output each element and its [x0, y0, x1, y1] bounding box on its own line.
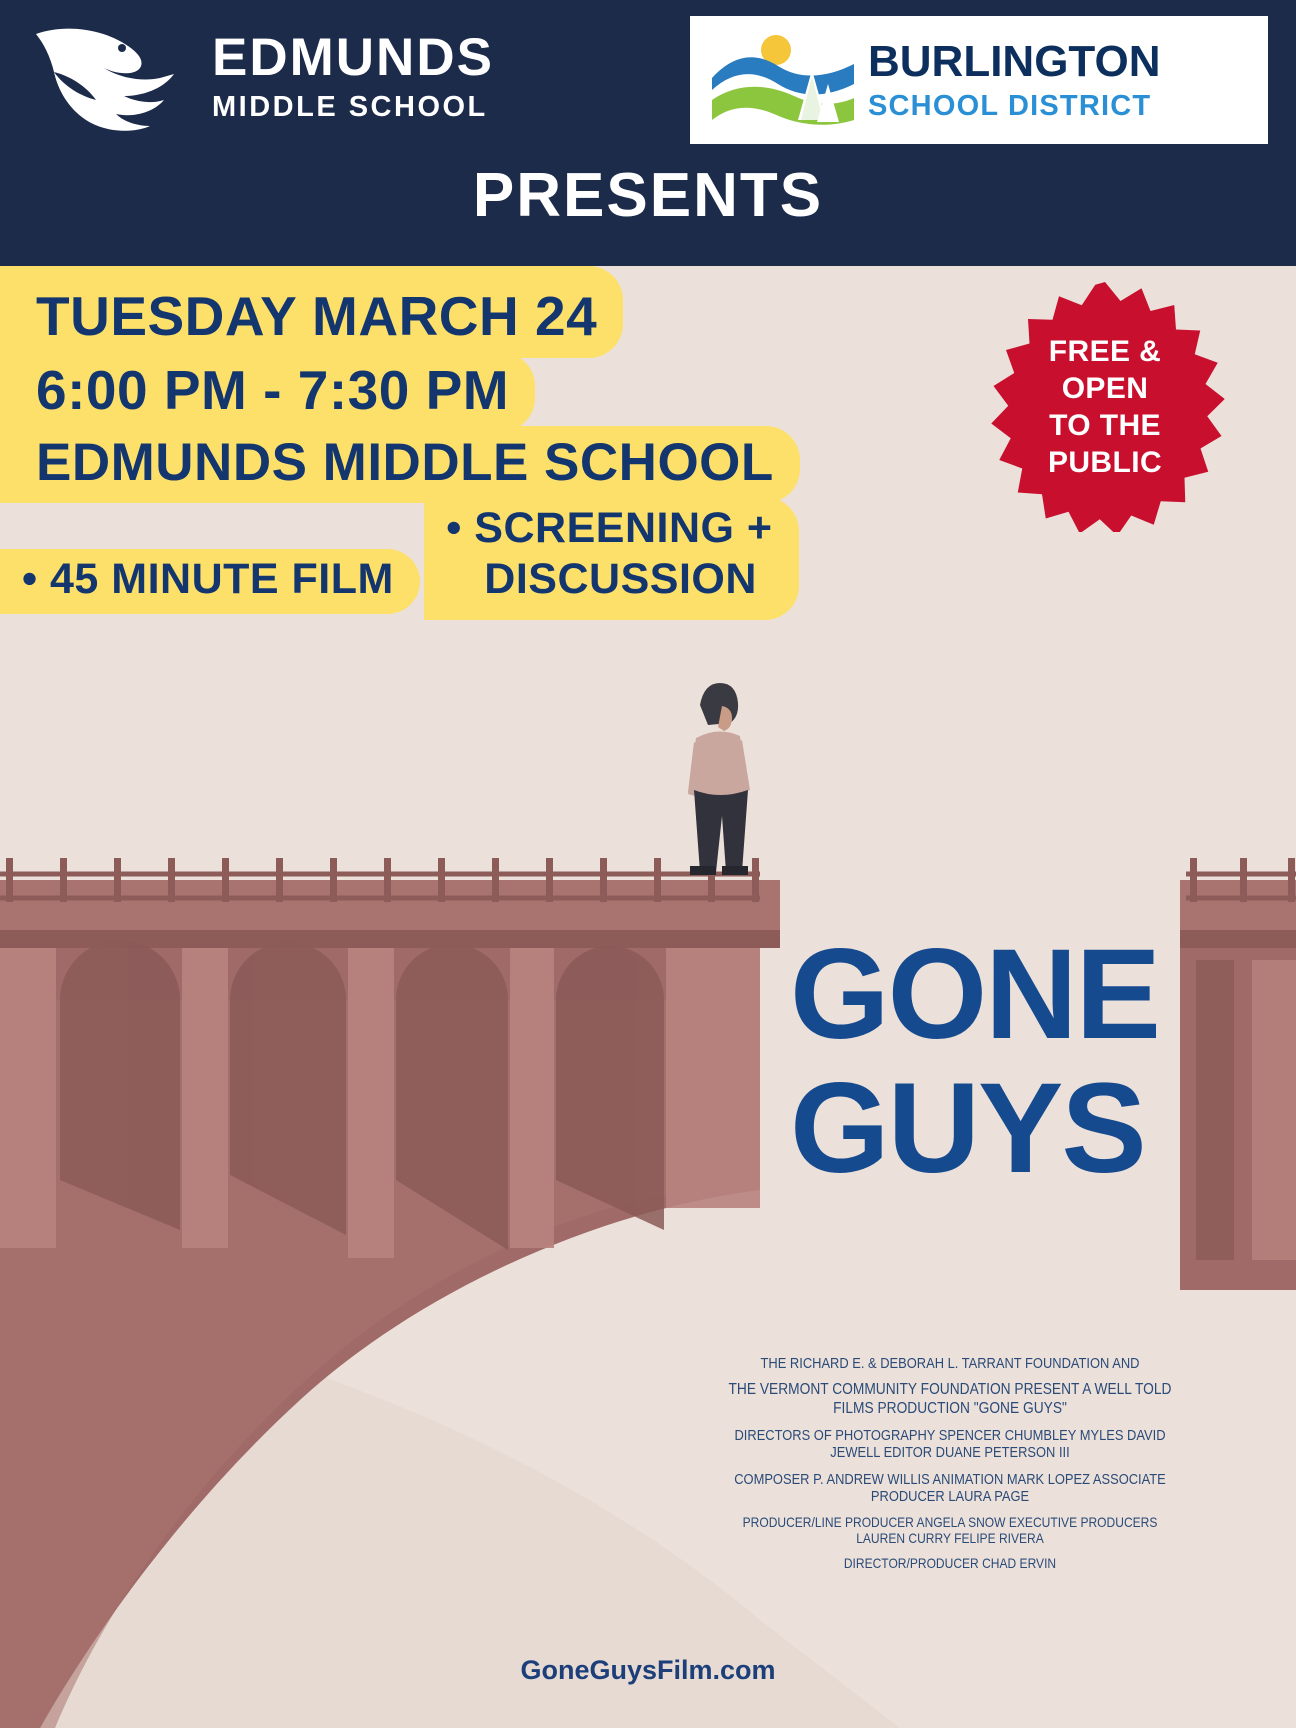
event-bullet-screening-line2: DISCUSSION: [484, 554, 757, 603]
event-bullet-screening-line1: • SCREENING +: [446, 504, 773, 552]
poster-header: [0, 0, 1296, 266]
credits-line-1: THE RICHARD E. & DEBORAH L. TARRANT FOUNDATION AND: [760, 1355, 1140, 1372]
film-title: [790, 923, 1159, 1201]
eagle-icon: [24, 16, 194, 136]
badge-line-1: FREE &: [1048, 334, 1162, 368]
edmunds-logo: [24, 16, 494, 136]
film-title-line1: GONE: [790, 923, 1159, 1066]
district-name: BURLINGTON: [868, 36, 1161, 86]
badge-line-4: PUBLIC: [1047, 446, 1163, 480]
burlington-school-district-logo: [690, 16, 1268, 144]
credits-line-3: DIRECTORS OF PHOTOGRAPHY SPENCER CHUMBLEY MYLES DAVID JEWELL EDITOR DUANE PETERSON III: [734, 1427, 1166, 1462]
mountain-sun-icon: [708, 28, 858, 132]
school-subtitle: MIDDLE SCHOOL: [212, 90, 488, 123]
credits-line-5: PRODUCER/LINE PRODUCER ANGELA SNOW EXECUTIVE PRODUCERS LAUREN CURRY FELIPE RIVERA: [742, 1514, 1158, 1547]
district-subtitle: SCHOOL DISTRICT: [868, 89, 1152, 122]
credits-line-6: DIRECTOR/PRODUCER CHAD ERVIN: [843, 1555, 1057, 1572]
event-bullet-screening: [424, 497, 798, 620]
credits-block: [726, 1355, 1173, 1580]
event-date: TUESDAY MARCH 24: [0, 266, 623, 358]
badge-line-2: OPEN: [1061, 371, 1149, 405]
presents-label: PRESENTS: [472, 161, 824, 230]
film-title-line2: GUYS: [790, 1057, 1145, 1201]
event-location: EDMUNDS MIDDLE SCHOOL: [0, 426, 800, 503]
event-bullet-film: • 45 MINUTE FILM: [0, 549, 420, 614]
school-name: EDMUNDS: [212, 27, 494, 87]
credits-line-4: COMPOSER P. ANDREW WILLIS ANIMATION MARK LOPEZ ASSOCIATE PRODUCER LAURA PAGE: [734, 1470, 1166, 1505]
event-details-block: [0, 266, 1020, 620]
film-website[interactable]: GoneGuysFilm.com: [520, 1655, 776, 1685]
credits-line-2: THE VERMONT COMMUNITY FOUNDATION PRESENT A WELL TOLD FILMS PRODUCTION "GONE GUYS": [728, 1381, 1172, 1417]
badge-line-3: TO THE: [1049, 409, 1161, 442]
status-badge: [980, 282, 1230, 532]
event-time: 6:00 PM - 7:30 PM: [0, 352, 535, 432]
